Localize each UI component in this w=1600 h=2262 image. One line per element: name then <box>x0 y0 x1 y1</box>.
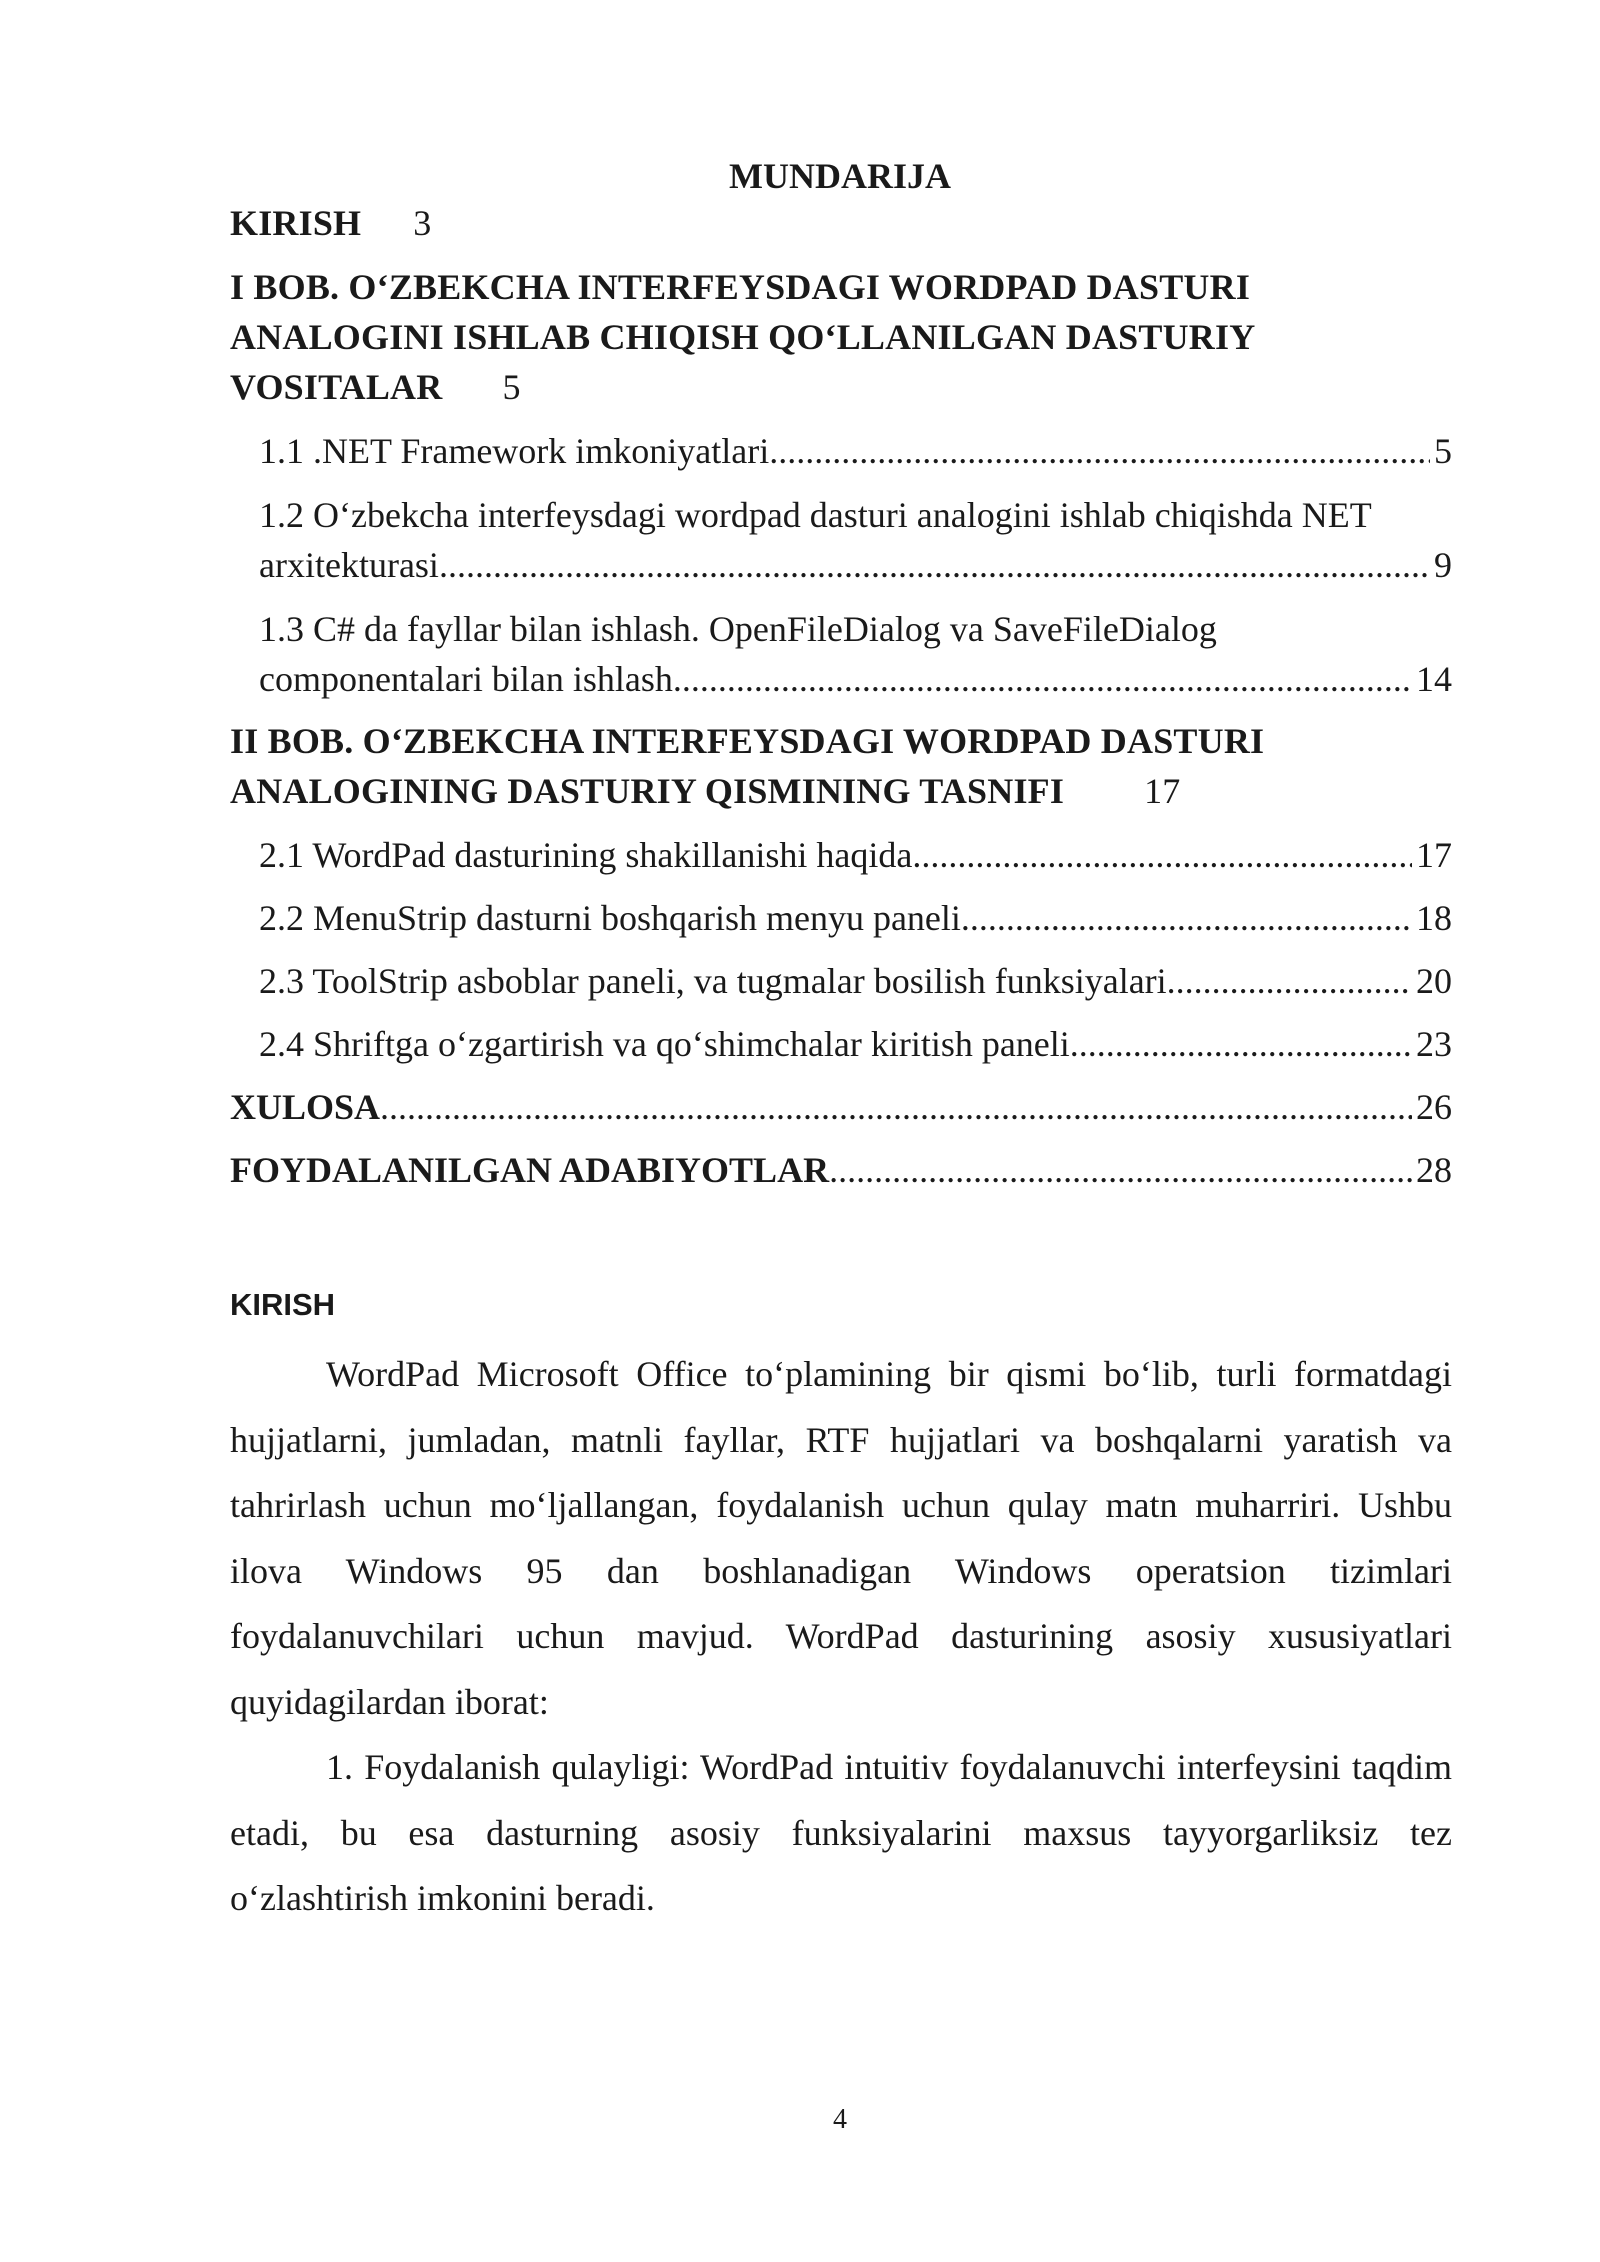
toc-entry-page: 20 <box>1416 961 1452 1001</box>
toc-entry-1-2[interactable] <box>259 490 1452 590</box>
body-paragraph <box>230 1342 1452 1735</box>
toc-entry-page: 17 <box>1144 771 1181 811</box>
toc-title: MUNDARIJA <box>729 156 951 196</box>
section-heading-kirish: KIRISH <box>230 1287 336 1322</box>
toc-entry-label: FOYDALANILGAN ADABIYOTLAR <box>230 1150 830 1190</box>
toc-entry-page: 23 <box>1416 1024 1452 1064</box>
toc-entry-page: 3 <box>413 203 432 243</box>
toc-entry-1-1[interactable] <box>259 426 1452 476</box>
toc-entry-label: 2.3 ToolStrip asboblar paneli, va tugmalar bosilish funksiyalari <box>259 961 1167 1001</box>
toc-entry-label: 1.2 O‘zbekcha interfeysdagi wordpad dasturi analogini ishlab chiqishda NET <box>259 495 1372 535</box>
toc-chapter-line: VOSITALAR <box>230 367 443 407</box>
toc-chapter-line: ANALOGINING DASTURIY QISMINING TASNIFI <box>230 771 1065 811</box>
toc-entry-adabiyotlar[interactable] <box>230 1145 1452 1195</box>
toc-entry-2-4[interactable] <box>259 1019 1452 1069</box>
page-number: 4 <box>833 2104 847 2135</box>
toc-entry-2-2[interactable] <box>259 893 1452 943</box>
toc-entry-page: 14 <box>1416 659 1452 699</box>
toc-entry-page: 5 <box>502 367 521 407</box>
toc-entry-page: 17 <box>1416 835 1452 875</box>
toc-dot-leader <box>961 893 1412 943</box>
paragraph-text: WordPad Microsoft Office to‘plamining bir qismi bo‘lib, turli formatdagi hujjatlarni, jumladan, matnli fayllar, RTF hujjatlari va boshqalarni yaratish va tahrirlash uchun mo‘ljallangan, foydalanish uchun qulay matn muharriri. Ushbu ilova Windows 95 dan boshlanadigan Windows operatsion tizimlari foydalanuvchilari uchun mavjud. WordPad dasturining asosiy xususiyatlari quyidagilardan iborat: <box>230 1354 1452 1722</box>
toc-entry-2-1[interactable] <box>259 830 1452 880</box>
toc-entry-label: XULOSA <box>230 1087 381 1127</box>
toc-dot-leader <box>380 1082 1412 1132</box>
toc-entry-label: 2.4 Shriftga o‘zgartirish va qo‘shimchalar kiritish paneli <box>259 1024 1070 1064</box>
toc-chapter-line: I BOB. O‘ZBEKCHA INTERFEYSDAGI WORDPAD DASTURI <box>230 267 1251 307</box>
toc-chapter-line: ANALOGINI ISHLAB CHIQISH QO‘LLANILGAN DASTURIY <box>230 317 1256 357</box>
toc-dot-leader <box>1070 1019 1412 1069</box>
toc-entry-label: 2.2 MenuStrip dasturni boshqarish menyu paneli <box>259 898 961 938</box>
toc-dot-leader <box>439 540 1430 590</box>
toc-entry-label: arxitekturasi <box>259 545 439 585</box>
toc-entry-label: componentalari bilan ishlash <box>259 659 673 699</box>
toc-entry-2-3[interactable] <box>259 956 1452 1006</box>
toc-entry-page: 18 <box>1416 898 1452 938</box>
toc-dot-leader <box>829 1145 1412 1195</box>
toc-dot-leader <box>1167 956 1412 1006</box>
paragraph-text: 1. Foydalanish qulayligi: WordPad intuitiv foydalanuvchi interfeysini taqdim etadi, bu esa dasturning asosiy funksiyalarini maxsus tayyorgarliksiz tez o‘zlashtirish imkonini beradi. <box>230 1747 1452 1918</box>
toc-entry-kirish[interactable] <box>230 198 1450 248</box>
toc-entry-chapter-1[interactable] <box>230 262 1450 412</box>
body-paragraph <box>230 1735 1452 1932</box>
toc-entry-label: 2.1 WordPad dasturining shakillanishi haqida <box>259 835 913 875</box>
toc-entry-page: 28 <box>1416 1150 1452 1190</box>
toc-entry-label: 1.1 .NET Framework imkoniyatlari <box>259 431 770 471</box>
toc-entry-chapter-2[interactable] <box>230 716 1450 816</box>
toc-entry-page: 9 <box>1434 545 1452 585</box>
toc-dot-leader <box>769 426 1430 476</box>
toc-chapter-line: II BOB. O‘ZBEKCHA INTERFEYSDAGI WORDPAD DASTURI <box>230 721 1265 761</box>
toc-entry-page: 26 <box>1416 1087 1452 1127</box>
toc-entry-page: 5 <box>1434 431 1452 471</box>
toc-dot-leader <box>673 654 1412 704</box>
toc-entry-xulosa[interactable] <box>230 1082 1452 1132</box>
toc-entry-label: KIRISH <box>230 203 362 243</box>
toc-entry-1-3[interactable] <box>259 604 1452 704</box>
toc-entry-label: 1.3 C# da fayllar bilan ishlash. OpenFileDialog va SaveFileDialog <box>259 609 1217 649</box>
toc-dot-leader <box>912 830 1412 880</box>
